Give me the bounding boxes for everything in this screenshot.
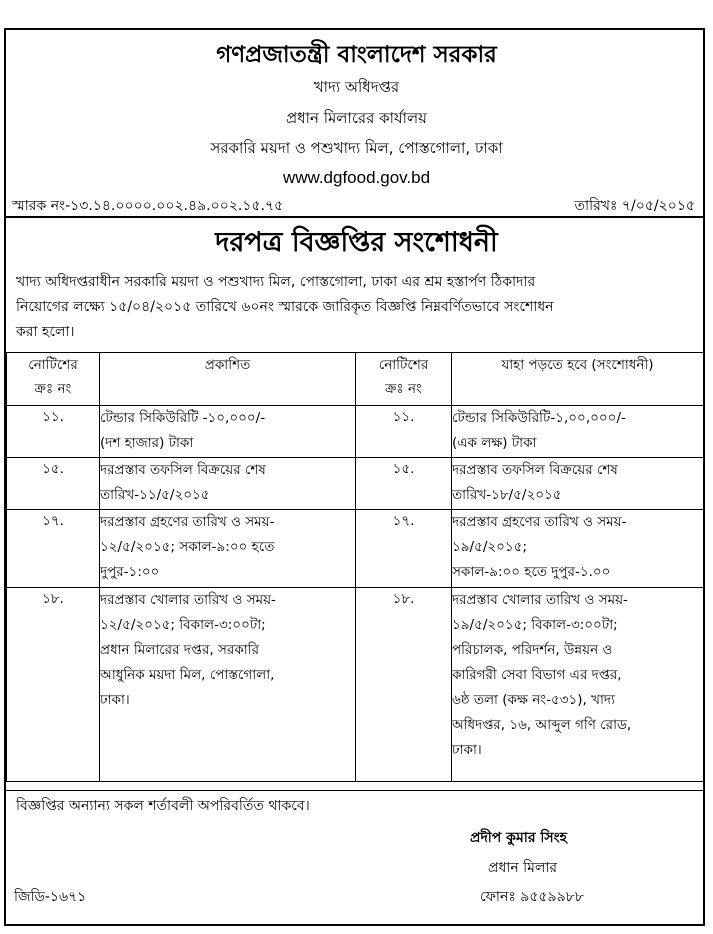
header-notice-line: ক্রঃ নং: [34, 381, 72, 397]
table-header-row: [7, 353, 704, 406]
serial-cell: ১৭.: [356, 510, 452, 588]
serial-cell: ১৫.: [356, 458, 452, 510]
table-row: [7, 588, 704, 782]
cell-line: সকাল-৯:০০ হতে দুপুর-১.০০: [452, 564, 611, 580]
notice-title: দরপত্র বিজ্ঞপ্তির সংশোধনী: [215, 227, 498, 258]
published-cell: [100, 406, 356, 458]
table-row: [7, 406, 704, 458]
header-notice-no: [7, 353, 100, 406]
office-name: প্রধান মিলারের কার্যালয়: [286, 109, 427, 127]
cell-line: তারিখ-১৮/৫/২০১৫: [452, 487, 562, 503]
divider: [6, 790, 703, 791]
cell-line: আধুনিক ময়দা মিল, পোস্তগোলা,: [100, 667, 275, 683]
memo-date: তারিখঃ ৭/০৫/২০১৫: [574, 198, 695, 214]
website-link[interactable]: www.dgfood.gov.bd: [282, 168, 431, 187]
cell-line: ১২/৫/২০১৫; বিকাল-৩:০০টা;: [100, 617, 266, 633]
intro-line: করা হলো।: [16, 324, 75, 340]
corrected-cell: [452, 510, 704, 588]
cell-line: পরিচালক, পরিদর্শন, উন্নয়ন ও: [452, 642, 613, 658]
header-published: প্রকাশিত: [100, 353, 356, 406]
cell-line: ঢাকা।: [100, 692, 130, 708]
cell-line: দরপ্রস্তাব গ্রহণের তারিখ ও সময়-: [452, 514, 627, 530]
mill-address: সরকারি ময়দা ও পশুখাদ্য মিল, পোস্তগোলা, ঢাকা: [210, 139, 503, 157]
cell-line: দরপ্রস্তাব খোলার তারিখ ও সময়-: [100, 592, 276, 608]
gd-number: জিডি-১৬৭১: [14, 889, 87, 905]
cell-line: দরপ্রস্তাব তফসিল বিক্রয়ের শেষ: [100, 462, 266, 478]
header-corrected: যাহা পড়তে হবে (সংশোধনী): [452, 353, 704, 406]
cell-line: (দশ হাজার) টাকা: [100, 435, 194, 451]
cell-line: (এক লক্ষ) টাকা: [452, 435, 537, 451]
cell-line: ১৯/৫/২০১৫; বিকাল-৩:০০টা;: [452, 617, 618, 633]
serial-cell: ১১.: [7, 406, 100, 458]
intro-line: নিয়োগের লক্ষ্যে ১৫/০৪/২০১৫ তারিখে ৬০নং স্মারকে জারিকৃত বিজ্ঞপ্তি নিম্নবর্ণিতভাবে সংশোধন: [16, 299, 554, 315]
header-notice-no-2: [356, 353, 452, 406]
signer-name: প্রদীপ কুমার সিংহ: [470, 830, 568, 846]
cell-line: দরপ্রস্তাব তফসিল বিক্রয়ের শেষ: [452, 462, 618, 478]
memo-row: [6, 192, 703, 218]
cell-line: ঢাকা।: [452, 742, 482, 758]
cell-line: অধিদপ্তর, ১৬, আব্দুল গণি রোড,: [452, 717, 632, 733]
cell-line: ১৯/৫/২০১৫;: [452, 539, 528, 555]
cell-line: তারিখ-১১/৫/২০১৫: [100, 487, 210, 503]
intro-paragraph: [16, 270, 696, 345]
signer-designation: প্রধান মিলার: [488, 860, 558, 876]
department-name: খাদ্য অধিদপ্তর: [313, 78, 400, 96]
amendment-table: [6, 352, 704, 782]
table-row: [7, 458, 704, 510]
cell-line: দরপ্রস্তাব গ্রহণের তারিখ ও সময়-: [100, 514, 275, 530]
cell-line: ১২/৫/২০১৫; সকাল-৯:০০ হতে: [100, 539, 275, 555]
header-notice-line: ক্রঃ নং: [385, 381, 422, 397]
serial-cell: ১৫.: [7, 458, 100, 510]
government-title: গণপ্রজাতন্ত্রী বাংলাদেশ সরকার: [216, 42, 497, 68]
cell-line: কারিগরী সেবা বিভাগ এর দপ্তর,: [452, 667, 622, 683]
published-cell: [100, 588, 356, 782]
intro-line: খাদ্য অধিদপ্তরাধীন সরকারি ময়দা ও পশুখাদ্য মিল, পোস্তগোলা, ঢাকা এর শ্রম হস্তার্পণ ঠিকাদার: [16, 274, 536, 290]
corrected-cell: [452, 588, 704, 782]
corrected-cell: [452, 406, 704, 458]
cell-line: প্রধান মিলারের দপ্তর, সরকারি: [100, 642, 259, 658]
cell-line: দরপ্রস্তাব খোলার তারিখ ও সময়-: [452, 592, 628, 608]
header-notice-line: নোটিশের: [378, 357, 429, 373]
signer-phone: ফোনঃ ৯৫৫৯৯৮৮: [480, 889, 584, 905]
serial-cell: ১৮.: [7, 588, 100, 782]
corrected-cell: [452, 458, 704, 510]
serial-cell: ১৮.: [356, 588, 452, 782]
cell-line: টেন্ডার সিকিউরিটি -১০,০০০/-: [100, 410, 266, 426]
footnote: বিজ্ঞপ্তির অন্যান্য সকল শর্তাবলী অপরিবর্তিত থাকবে।: [16, 798, 310, 814]
published-cell: [100, 510, 356, 588]
cell-line: টেন্ডার সিকিউরিটি-১,০০,০০০/-: [452, 410, 626, 426]
memo-number: স্মারক নং-১৩.১৪.০০০০.০০২.৪৯.০০২.১৫.৭৫: [12, 198, 284, 214]
serial-cell: ১৭.: [7, 510, 100, 588]
serial-cell: ১১.: [356, 406, 452, 458]
header-notice-line: নোটিশের: [28, 357, 78, 373]
cell-line: দুপুর-১:০০: [100, 564, 160, 580]
cell-line: ৬ষ্ঠ তলা (কক্ষ নং-৫৩১), খাদ্য: [452, 692, 615, 708]
table-row: [7, 510, 704, 588]
published-cell: [100, 458, 356, 510]
